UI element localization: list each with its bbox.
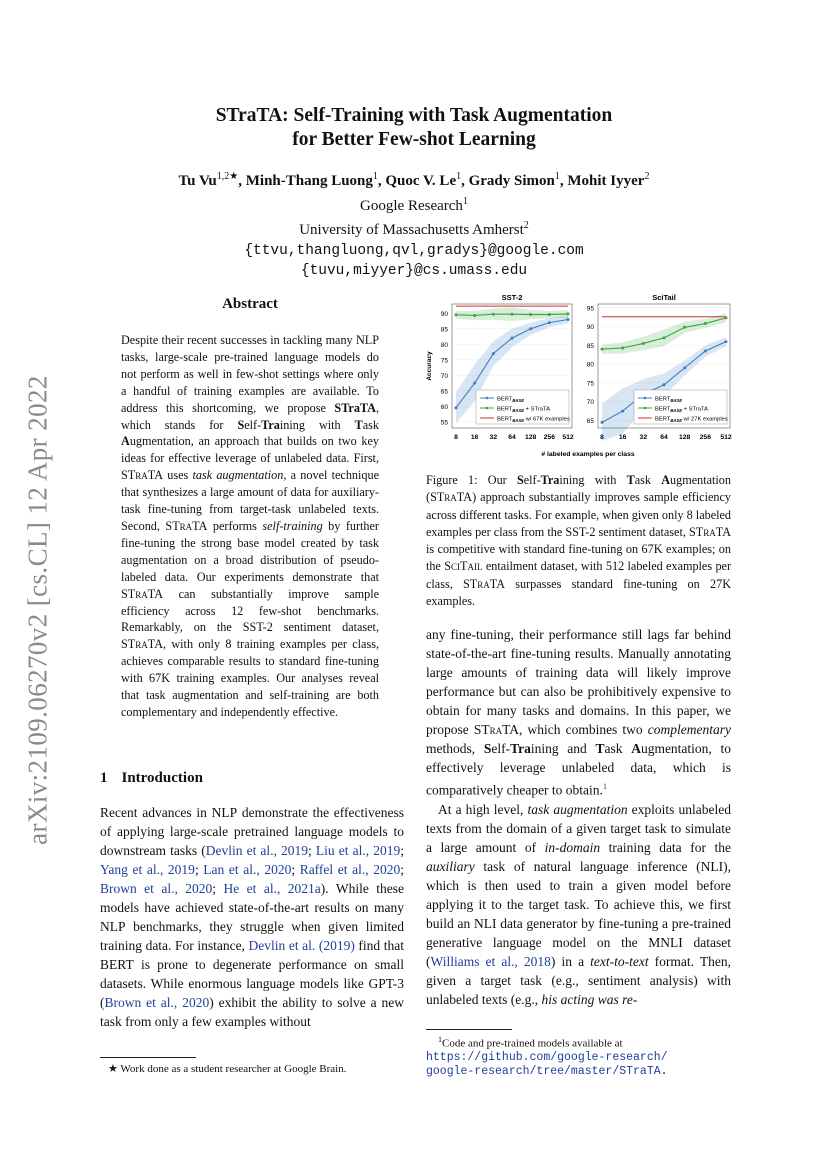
figure-1-caption xyxy=(426,472,731,610)
body-text: NLI xyxy=(700,858,724,874)
x-tick-label: 64 xyxy=(508,434,516,441)
abstract-text: elf- xyxy=(244,417,262,432)
abstract-text: ugmentation, an approach that builds on two key ideas for effective leverage of unlabeled data. First, xyxy=(121,434,379,466)
affiliation-1 xyxy=(0,192,828,217)
author-2: Minh-Thang Luong xyxy=(245,173,373,189)
caption-text: is competitive with standard fine-tuning on 67K examples; on the xyxy=(426,542,731,574)
legend-entry: $BERT_{BASE}$ xyxy=(497,396,524,403)
body-text: elf- xyxy=(491,741,511,756)
intro-text: GPT-3 xyxy=(368,976,404,991)
intro-text: BERT xyxy=(100,957,134,972)
abstract-text: sentiment dataset, xyxy=(272,620,379,635)
section-heading-introduction xyxy=(100,770,203,787)
series-point xyxy=(492,352,495,355)
affiliation-1-sup: 1 xyxy=(462,195,468,207)
chart-title: SciTail xyxy=(652,293,676,302)
footnote-link[interactable]: 1 xyxy=(602,782,607,791)
body-acronym-letter: S xyxy=(483,741,492,756)
x-tick-label: 8 xyxy=(600,434,604,441)
abstract-text: can substantially improve sample efficiency across 12 few-shot benchmarks. Remarkably, on the xyxy=(121,586,379,635)
series-point xyxy=(473,382,476,385)
x-tick-label: 32 xyxy=(639,434,648,441)
abstract-acronym-letter: Tra xyxy=(261,417,280,432)
abstract-method-name: STraTA xyxy=(121,586,163,601)
y-axis-label: Accuracy xyxy=(426,351,433,381)
caption-text: ask xyxy=(634,473,662,487)
footnote-rule xyxy=(100,1057,196,1058)
footnote-star: ★ Work done as a student researcher at Google Brain. xyxy=(108,1063,347,1075)
caption-text: elf- xyxy=(523,473,541,487)
abstract-method-name: STraTA xyxy=(334,400,376,415)
y-tick-label: 70 xyxy=(440,372,448,380)
series-point xyxy=(567,312,570,315)
x-tick-label: 16 xyxy=(618,434,627,441)
affiliation-2-sup: 2 xyxy=(523,220,529,231)
citation-link[interactable]: He et al., 2021a xyxy=(223,881,321,896)
abstract-text: by further fine-tuning the strong base model created by task augmentation on a broad distribution of pseudo-labeled data. Our experiments demonstrate that xyxy=(121,518,379,584)
series-point xyxy=(492,313,495,316)
legend-entry: $BERT_{BASE}$ xyxy=(655,396,682,403)
title-line-1: STraTA: Self-Training with Task Augmentation xyxy=(215,105,613,126)
intro-text: NLP xyxy=(100,919,126,934)
y-tick-label: 80 xyxy=(440,341,448,349)
abstract-text: ask xyxy=(362,417,379,432)
y-tick-label: 80 xyxy=(586,361,594,369)
intro-text: ; xyxy=(400,862,404,877)
y-tick-label: 90 xyxy=(586,324,594,332)
body-method-name: STraTA xyxy=(473,722,520,737)
series-point xyxy=(663,383,666,386)
legend-entry: $BERT_{BASE}$ w/ 27K examples xyxy=(655,416,728,423)
series-point xyxy=(683,366,686,369)
body-text: dataset ( xyxy=(426,934,731,969)
citation-link[interactable]: Raffel et al., 2020 xyxy=(299,862,401,877)
body-text: NLI xyxy=(473,915,497,931)
x-tick-label: 16 xyxy=(470,434,479,441)
y-tick-label: 65 xyxy=(440,388,448,396)
legend-entry: $BERT_{BASE}$ w/ 67K examples xyxy=(497,416,570,423)
caption-text: Figure 1: Our xyxy=(426,473,517,487)
abstract-acronym-letter: A xyxy=(121,434,130,449)
body-emphasis: complementary xyxy=(647,722,731,737)
footnote-url-line-2[interactable] xyxy=(426,1065,668,1079)
series-point xyxy=(601,348,604,351)
series-point xyxy=(455,406,458,409)
body-text: methods, xyxy=(426,741,484,756)
legend-swatch-marker xyxy=(644,407,647,410)
series-point xyxy=(704,349,707,352)
abstract-method-name: STraTA xyxy=(121,637,163,652)
x-tick-label: 8 xyxy=(454,434,458,441)
y-tick-label: 60 xyxy=(440,403,448,411)
x-tick-label: 512 xyxy=(562,434,574,441)
author-5-sup: 2 xyxy=(644,171,650,182)
series-point xyxy=(455,313,458,316)
section-title: Introduction xyxy=(121,770,203,786)
affiliation-2 xyxy=(0,216,828,241)
body-text: exploits unlabeled texts from the domain of a given target task to simulate a large amount of xyxy=(426,801,731,855)
affiliation-2-name: University of Massachusetts Amherst xyxy=(299,222,524,238)
intro-text: ; xyxy=(194,862,204,877)
body-emphasis: auxiliary xyxy=(426,858,475,874)
x-tick-label: 128 xyxy=(678,434,691,441)
arxiv-id: arXiv:2109.06270v2 [cs.CL] 12 Apr 2022 xyxy=(22,375,53,845)
abstract-text: ining with xyxy=(279,417,355,432)
intro-text: is prone to degenerate performance on small datasets. While enormous language models like xyxy=(100,957,404,991)
affiliation-1-name: Google Research xyxy=(360,197,463,214)
chart-title: SST-2 xyxy=(501,293,523,302)
body-text: data generator by fine-tuning a pre-trained generative language model on the xyxy=(426,915,731,950)
abstract-text: tasks, large-scale pre-trained language models do not perform as well in few-shot settings where only a handful of training examples are available. To address this shortcoming, we propose xyxy=(121,349,379,415)
series-point xyxy=(511,313,514,316)
intro-text: ( xyxy=(100,995,105,1010)
intro-text: demonstrate the effectiveness of applying large-scale pretrained language models to downstream tasks ( xyxy=(100,805,404,858)
intro-text: ). While these models have achieved state-of-the-art results on many xyxy=(100,881,404,915)
body-acronym-letter: A xyxy=(631,741,641,756)
citation-link[interactable]: Brown et al., 2020 xyxy=(100,881,213,896)
intro-text: ; xyxy=(212,881,224,896)
abstract-text: Despite their recent successes in tackling many xyxy=(121,333,356,347)
abstract-text: NLP xyxy=(355,333,379,347)
x-tick-label: 256 xyxy=(699,434,712,441)
body-emphasis: his acting was re- xyxy=(541,991,638,1007)
footnote-number: 1 xyxy=(438,1035,442,1044)
series-point xyxy=(683,326,686,329)
author-2-sup: 1 xyxy=(372,171,378,182)
author-1: Tu Vu xyxy=(178,173,217,189)
abstract-dataset-name: SST-2 xyxy=(242,620,273,635)
abstract-text: , with only 8 training examples per class, achieves comparable results to standard fine-tuning with 67K training examples. Our analyses reveal that task augmentation and self-training are both complementary and independently effective. xyxy=(121,637,379,719)
citation-link[interactable]: Liu et al., 2019 xyxy=(315,843,401,858)
x-axis-label: # labeled examples per class xyxy=(541,451,635,458)
citation-link[interactable]: Williams et al., 2018 xyxy=(430,953,551,969)
caption-acronym-letter: A xyxy=(661,473,671,487)
x-tick-label: 512 xyxy=(720,434,732,441)
y-tick-label: 85 xyxy=(440,326,448,334)
email-1: {ttvu,thangluong,qvl,gradys}@google.com xyxy=(244,242,584,259)
abstract-acronym-letter: T xyxy=(354,417,363,432)
abstract-text: uses xyxy=(163,468,193,483)
footnote-text: Code and pre-trained models available at xyxy=(442,1037,623,1050)
body-emphasis: text-to-text xyxy=(590,953,649,969)
body-text: ), which is then used to train a given model before applying it to the target task. To achieve this, we first build an xyxy=(426,858,731,931)
caption-text: ugmentation ( xyxy=(426,473,731,505)
footnote-1-text-line xyxy=(426,1033,668,1051)
body-acronym-letter: T xyxy=(595,741,605,756)
body-text: At a high level, xyxy=(438,801,528,817)
y-tick-label: 90 xyxy=(440,310,448,318)
paper-title xyxy=(0,104,828,152)
footnote-1 xyxy=(426,1033,668,1079)
x-tick-label: 256 xyxy=(543,434,556,441)
caption-text: entailment dataset, with 512 labeled examples per class, xyxy=(426,559,732,591)
author-4-sup: 1 xyxy=(554,171,560,182)
caption-text: sentiment dataset, xyxy=(595,524,689,539)
right-paragraph-2 xyxy=(426,800,731,1009)
abstract-text: , which stands for xyxy=(121,400,379,432)
abstract-emphasis: self-training xyxy=(262,518,323,533)
legend-swatch-marker xyxy=(486,397,489,400)
x-tick-label: 128 xyxy=(524,434,537,441)
y-tick-label: 95 xyxy=(586,305,594,313)
citation-link[interactable]: Brown et al., 2020 xyxy=(104,995,210,1010)
intro-text: find that xyxy=(354,938,404,953)
author-3-sup: 1 xyxy=(456,171,462,182)
series-point xyxy=(529,313,532,316)
y-tick-label: 70 xyxy=(586,399,594,407)
abstract-text: , a novel technique that synthesizes a large amount of data for auxiliary-task fine-tuning from target-task unlabeled texts. Second, xyxy=(121,468,379,533)
x-tick-label: 64 xyxy=(660,434,668,441)
abstract-emphasis: task augmentation xyxy=(192,468,284,483)
citation-link[interactable]: Lan et al., 2020 xyxy=(203,862,292,877)
legend-swatch-marker xyxy=(644,397,647,400)
title-line-2: for Better Few-shot Learning xyxy=(292,129,536,150)
right-paragraph-1 xyxy=(426,625,731,800)
series-point xyxy=(642,342,645,345)
caption-method-name: STraTA xyxy=(463,576,506,591)
series-point xyxy=(621,410,624,413)
legend-swatch-marker xyxy=(486,407,489,410)
intro-text: exhibit the ability to solve a new task from only a few examples without xyxy=(100,995,404,1029)
intro-body xyxy=(100,803,404,1031)
series-point xyxy=(704,322,707,325)
series-point xyxy=(529,327,532,330)
series-point xyxy=(663,336,666,339)
caption-text: ) approach substantially improves sample efficiency across different tasks. For example, when given only 8 labeled examples per class from the xyxy=(426,490,731,539)
abstract-method-name: STraTA xyxy=(121,468,163,483)
figure-1-charts xyxy=(422,290,734,460)
caption-text: ining with xyxy=(559,473,627,487)
x-tick-label: 32 xyxy=(489,434,498,441)
body-text: , which combines two xyxy=(519,722,648,737)
body-text: ) in a xyxy=(550,953,591,969)
caption-method-name: STraTA xyxy=(430,490,473,505)
intro-text: ; xyxy=(308,843,316,858)
footnote-url[interactable]: google-research/tree/master/STraTA xyxy=(426,1064,661,1078)
abstract-heading: Abstract xyxy=(222,296,278,312)
email-2: {tuvu,miyyer}@cs.umass.edu xyxy=(300,263,528,279)
abstract-body xyxy=(121,332,379,721)
y-tick-label: 55 xyxy=(440,419,448,427)
series-point xyxy=(473,314,476,317)
caption-acronym-letter: Tra xyxy=(540,473,560,487)
series-point xyxy=(725,340,728,343)
footnote-text: . xyxy=(660,1064,668,1078)
legend-entry: $BERT_{BASE}$ + STraTA xyxy=(655,406,708,413)
series-point xyxy=(567,318,570,321)
author-3: Quoc V. Le xyxy=(385,173,457,189)
author-4: Grady Simon xyxy=(468,173,555,189)
intro-text: ; xyxy=(291,862,300,877)
y-tick-label: 75 xyxy=(586,380,594,388)
arxiv-sidebar-stamp xyxy=(16,360,60,860)
intro-paragraph xyxy=(100,803,404,1031)
y-tick-label: 65 xyxy=(586,417,594,425)
citation-link[interactable]: Yang et al., 2019 xyxy=(100,862,195,877)
right-column-body xyxy=(426,625,731,1009)
footnote-url[interactable]: https://github.com/google-research/ xyxy=(426,1050,668,1064)
body-text: ugmentation, to effectively leverage unlabeled data, which is comparatively cheaper to obtain. xyxy=(426,741,731,798)
y-tick-label: 75 xyxy=(440,357,448,365)
author-5: Mohit Iyyer xyxy=(567,173,645,189)
body-text: training data for the xyxy=(600,839,731,855)
body-text: ining and xyxy=(530,741,596,756)
author-1-sup: 1,2★ xyxy=(216,171,239,182)
series-point xyxy=(548,313,551,316)
body-text: task of natural language inference ( xyxy=(474,858,701,874)
intro-text: ) xyxy=(209,995,214,1010)
caption-dataset-name: SST-2 xyxy=(565,524,596,539)
series-point xyxy=(621,346,624,349)
footnote-url-line-1[interactable] xyxy=(426,1051,668,1065)
citation-link[interactable]: Devlin et al., 2019 xyxy=(205,843,309,858)
body-text: ask xyxy=(604,741,632,756)
intro-text: benchmarks, they struggle when given limited training data. For instance, xyxy=(100,919,404,953)
citation-link[interactable]: Devlin et al. (2019) xyxy=(248,938,355,953)
legend-entry: $BERT_{BASE}$ + STraTA xyxy=(497,406,550,413)
intro-text: NLP xyxy=(211,805,238,820)
caption-acronym-letter: S xyxy=(516,473,524,487)
author-block xyxy=(0,167,828,282)
intro-text: Recent advances in xyxy=(100,805,212,820)
body-text: MNLI xyxy=(648,934,683,950)
section-number: 1 xyxy=(100,770,108,786)
caption-method-name: STraTA xyxy=(689,524,731,539)
abstract-text: performs xyxy=(207,518,263,533)
abstract-method-name: STraTA xyxy=(165,518,208,533)
figure-1-svg xyxy=(422,290,734,460)
caption-dataset-name: SciTail xyxy=(444,559,483,574)
body-text: format. Then, given a target task (e.g., sentiment analysis) with unlabeled texts (e.g., xyxy=(426,953,731,1007)
series-point xyxy=(511,337,514,340)
caption-text: surpasses standard fine-tuning on 27K examples. xyxy=(426,576,731,609)
series-point xyxy=(601,421,604,424)
body-acronym-letter: Tra xyxy=(510,741,531,756)
intro-text: ; xyxy=(400,843,405,858)
body-text: any fine-tuning, their performance still lags far behind state-of-the-art fine-tuning results. Manually annotating large amounts of training data will likely improve performance but can also be prohibitively expensive to obtain for many tasks and domains. In this paper, we propose xyxy=(426,627,731,737)
caption-acronym-letter: T xyxy=(626,473,635,487)
y-tick-label: 85 xyxy=(586,342,594,350)
body-emphasis: task augmentation xyxy=(527,801,628,817)
footnote-rule-right xyxy=(426,1029,512,1030)
author-names: Tu $Vu^{1,2★}$, Minh-Thang Luong$^1$, Quoc V. Le$^1$, Grady Simon$^1$, Mohit Iyyer$^2$ xyxy=(178,171,650,189)
abstract-acronym-letter: S xyxy=(237,417,245,432)
body-emphasis: in-domain xyxy=(544,839,601,855)
series-point xyxy=(548,321,551,324)
